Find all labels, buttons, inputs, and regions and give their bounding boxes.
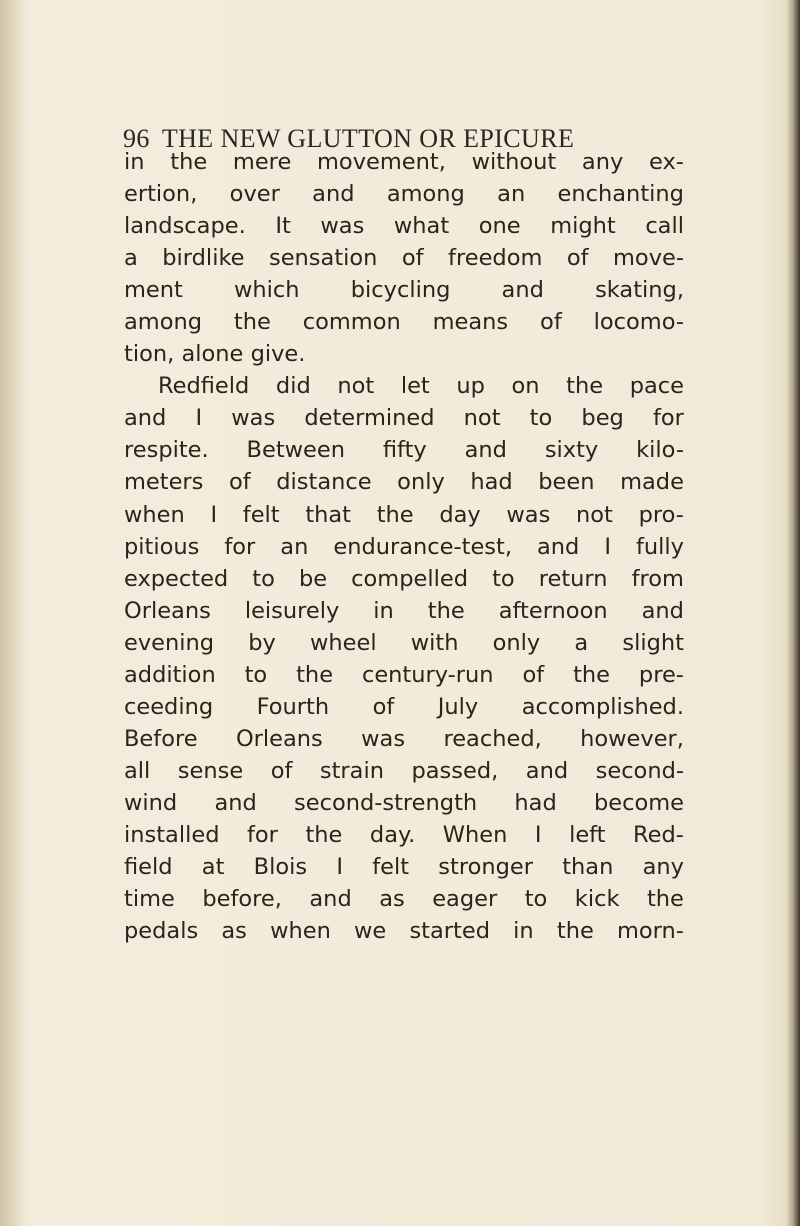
text-line: field at Blois I felt stronger than any [124, 854, 684, 881]
text-line: tion, alone give. [124, 341, 306, 368]
text-line: when I felt that the day was not pro- [124, 501, 684, 528]
text-line: Before Orleans was reached, however, [124, 725, 684, 752]
text-line: Redfield did not let up on the pace [158, 373, 684, 400]
text-line: in the mere movement, without any ex- [124, 149, 684, 175]
text-line: among the common means of locomo- [124, 309, 684, 336]
text-line: installed for the day. When I left Red- [124, 821, 684, 848]
body-text [124, 146, 684, 947]
text-line: evening by wheel with only a slight [124, 629, 684, 656]
running-title: THE NEW GLUTTON OR EPICURE [161, 124, 575, 153]
gutter-shadow [0, 0, 26, 1226]
text-line: Orleans leisurely in the afternoon and [124, 597, 684, 624]
text-line: ceeding Fourth of July accomplished. [124, 693, 684, 720]
text-line: and I was determined not to beg for [124, 405, 684, 432]
text-line: landscape. It was what one might call [124, 213, 684, 240]
text-line: meters of distance only had been made [124, 469, 684, 496]
text-line: a birdlike sensation of freedom of move- [124, 245, 684, 272]
text-line: ment which bicycling and skating, [124, 277, 684, 304]
page-edge-shadow [786, 0, 800, 1226]
text-line: ertion, over and among an enchanting [124, 181, 684, 208]
text-line: addition to the century-run of the pre- [124, 661, 684, 688]
text-line: respite. Between fifty and sixty kilo- [124, 437, 684, 464]
text-line: pitious for an endurance-test, and I fully [124, 533, 684, 560]
text-line: time before, and as eager to kick the [124, 886, 684, 913]
text-line: all sense of strain passed, and second- [124, 757, 684, 784]
text-line: pedals as when we started in the morn- [124, 918, 684, 945]
text-line: wind and second-strength had become [124, 789, 684, 816]
page-number: 96 [123, 124, 150, 153]
text-line: expected to be compelled to return from [124, 565, 684, 592]
